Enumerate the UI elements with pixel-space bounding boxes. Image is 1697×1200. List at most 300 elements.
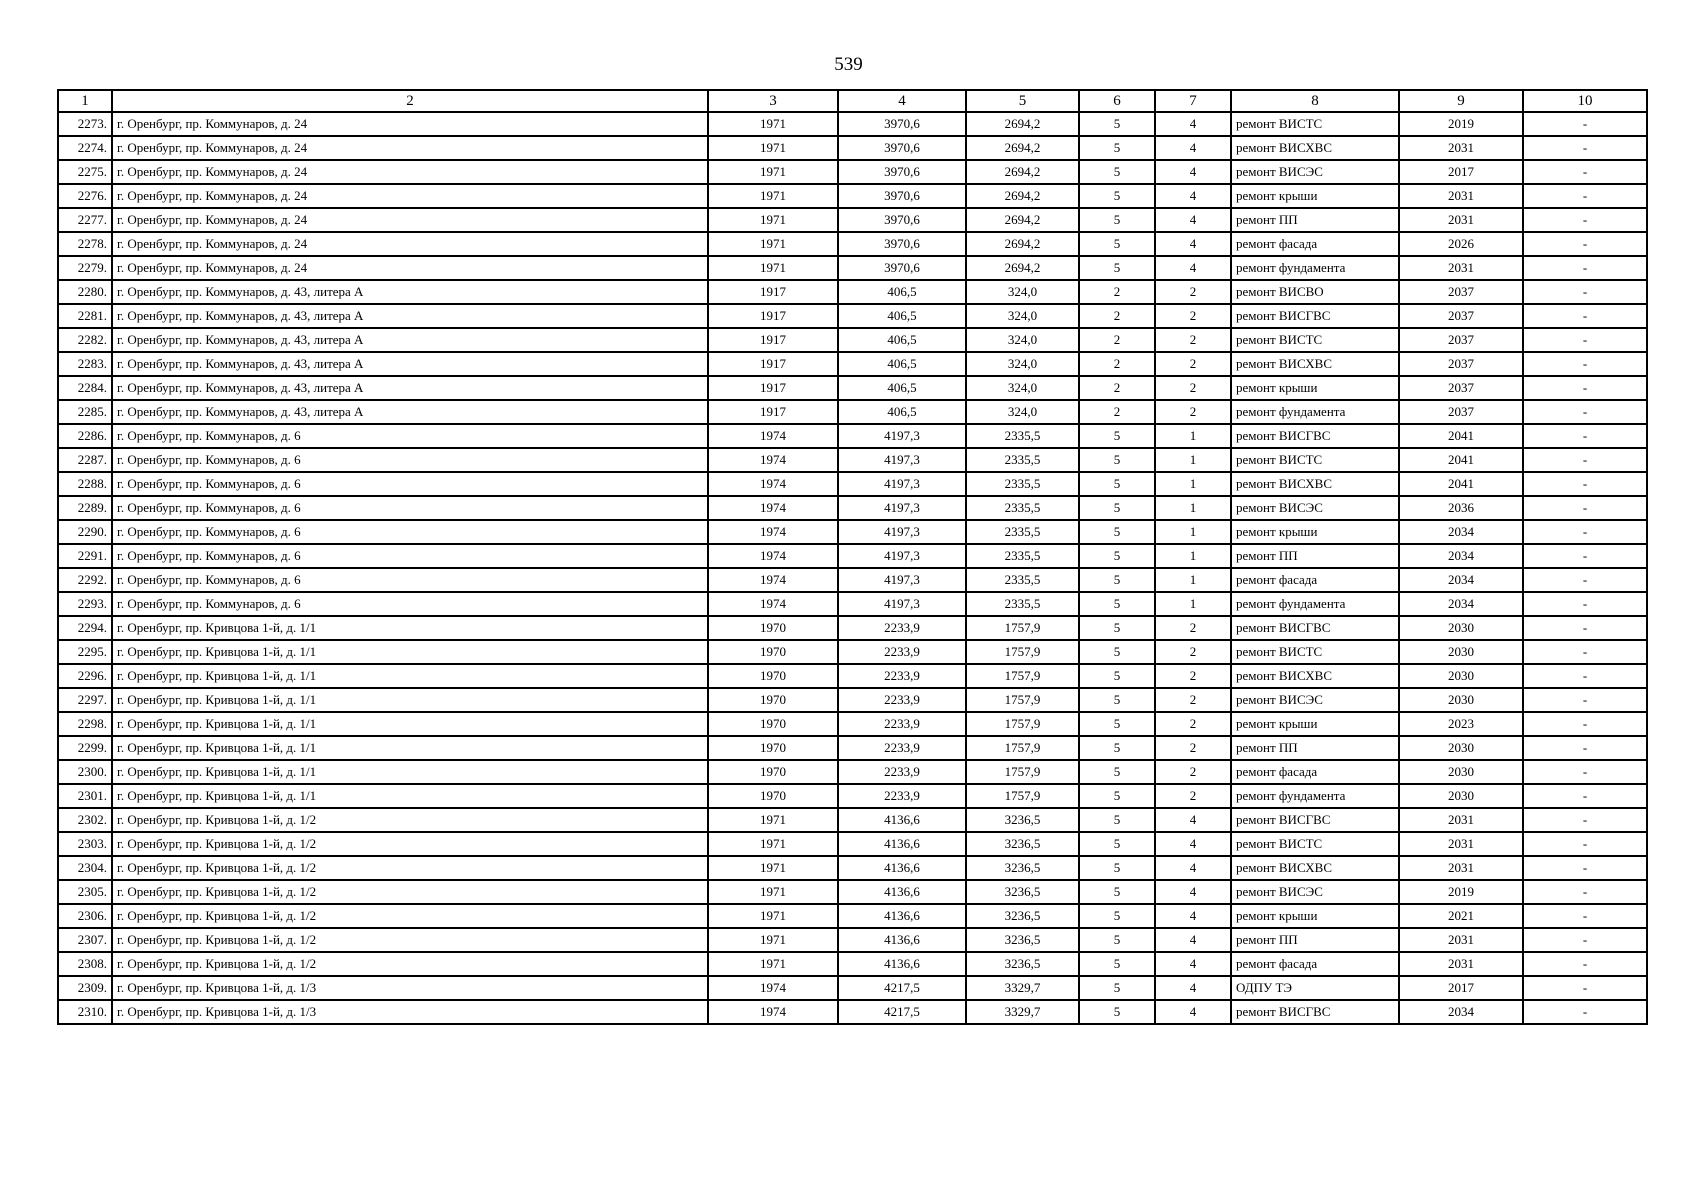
planned-year-cell: 2031: [1399, 832, 1523, 856]
address-cell: г. Оренбург, пр. Коммунаров, д. 43, литера А: [112, 280, 708, 304]
address-cell: г. Оренбург, пр. Коммунаров, д. 6: [112, 568, 708, 592]
address-cell: г. Оренбург, пр. Коммунаров, д. 43, литера А: [112, 352, 708, 376]
total-area-cell: 2233,9: [838, 712, 966, 736]
living-area-cell: 1757,9: [966, 712, 1079, 736]
table-row: [58, 424, 1647, 448]
table-row: [58, 760, 1647, 784]
note-cell: -: [1523, 736, 1647, 760]
living-area-cell: 324,0: [966, 280, 1079, 304]
table-row: [58, 376, 1647, 400]
planned-year-cell: 2037: [1399, 280, 1523, 304]
planned-year-cell: 2034: [1399, 1000, 1523, 1024]
note-cell: -: [1523, 904, 1647, 928]
work-type-cell: ремонт ВИСГВС: [1231, 304, 1399, 328]
floors-cell: 5: [1079, 904, 1155, 928]
total-area-cell: 406,5: [838, 304, 966, 328]
address-cell: г. Оренбург, пр. Коммунаров, д. 6: [112, 472, 708, 496]
total-area-cell: 4197,3: [838, 496, 966, 520]
floors-cell: 5: [1079, 856, 1155, 880]
work-type-cell: ремонт ВИСГВС: [1231, 808, 1399, 832]
address-cell: г. Оренбург, пр. Кривцова 1-й, д. 1/2: [112, 856, 708, 880]
row-number-cell: 2308.: [58, 952, 112, 976]
page-number: 539: [834, 54, 863, 75]
note-cell: -: [1523, 400, 1647, 424]
address-cell: г. Оренбург, пр. Коммунаров, д. 24: [112, 256, 708, 280]
table-row: [58, 928, 1647, 952]
living-area-cell: 3236,5: [966, 880, 1079, 904]
total-area-cell: 4197,3: [838, 544, 966, 568]
note-cell: -: [1523, 304, 1647, 328]
address-cell: г. Оренбург, пр. Кривцова 1-й, д. 1/1: [112, 712, 708, 736]
total-area-cell: 4136,6: [838, 928, 966, 952]
row-number-cell: 2289.: [58, 496, 112, 520]
floors-cell: 5: [1079, 880, 1155, 904]
construction-year-cell: 1974: [708, 544, 838, 568]
planned-year-cell: 2041: [1399, 472, 1523, 496]
floors-cell: 5: [1079, 136, 1155, 160]
work-type-cell: ремонт ВИСГВС: [1231, 1000, 1399, 1024]
living-area-cell: 324,0: [966, 328, 1079, 352]
planned-year-cell: 2030: [1399, 640, 1523, 664]
address-cell: г. Оренбург, пр. Кривцова 1-й, д. 1/2: [112, 928, 708, 952]
row-number-cell: 2296.: [58, 664, 112, 688]
construction-year-cell: 1971: [708, 856, 838, 880]
address-cell: г. Оренбург, пр. Коммунаров, д. 24: [112, 136, 708, 160]
note-cell: -: [1523, 688, 1647, 712]
floors-cell: 5: [1079, 208, 1155, 232]
entrances-cell: 2: [1155, 616, 1231, 640]
construction-year-cell: 1974: [708, 472, 838, 496]
floors-cell: 5: [1079, 808, 1155, 832]
work-type-cell: ремонт фундамента: [1231, 592, 1399, 616]
table-row: [58, 616, 1647, 640]
table-row: [58, 208, 1647, 232]
work-type-cell: ремонт крыши: [1231, 520, 1399, 544]
planned-year-cell: 2030: [1399, 736, 1523, 760]
living-area-cell: 3236,5: [966, 808, 1079, 832]
living-area-cell: 1757,9: [966, 664, 1079, 688]
note-cell: -: [1523, 928, 1647, 952]
entrances-cell: 4: [1155, 1000, 1231, 1024]
entrances-cell: 1: [1155, 472, 1231, 496]
floors-cell: 5: [1079, 568, 1155, 592]
table-row: [58, 688, 1647, 712]
work-type-cell: ремонт ВИСТС: [1231, 448, 1399, 472]
entrances-cell: 1: [1155, 544, 1231, 568]
table-row: [58, 784, 1647, 808]
header-col-2: 2: [112, 90, 708, 112]
floors-cell: 5: [1079, 688, 1155, 712]
total-area-cell: 406,5: [838, 352, 966, 376]
row-number-cell: 2281.: [58, 304, 112, 328]
note-cell: -: [1523, 544, 1647, 568]
work-type-cell: ремонт ВИСЭС: [1231, 880, 1399, 904]
note-cell: -: [1523, 568, 1647, 592]
address-cell: г. Оренбург, пр. Коммунаров, д. 43, литера А: [112, 376, 708, 400]
table-row: [58, 1000, 1647, 1024]
total-area-cell: 3970,6: [838, 112, 966, 136]
entrances-cell: 2: [1155, 664, 1231, 688]
table-row: [58, 808, 1647, 832]
construction-year-cell: 1917: [708, 328, 838, 352]
floors-cell: 5: [1079, 544, 1155, 568]
work-type-cell: ремонт фундамента: [1231, 256, 1399, 280]
work-type-cell: ремонт ПП: [1231, 928, 1399, 952]
total-area-cell: 4136,6: [838, 880, 966, 904]
table-row: [58, 952, 1647, 976]
planned-year-cell: 2036: [1399, 496, 1523, 520]
row-number-cell: 2284.: [58, 376, 112, 400]
living-area-cell: 3329,7: [966, 1000, 1079, 1024]
floors-cell: 5: [1079, 232, 1155, 256]
table-row: [58, 736, 1647, 760]
floors-cell: 5: [1079, 472, 1155, 496]
table-row: [58, 856, 1647, 880]
work-type-cell: ремонт ВИСХВС: [1231, 472, 1399, 496]
work-type-cell: ремонт ВИСХВС: [1231, 664, 1399, 688]
entrances-cell: 1: [1155, 568, 1231, 592]
total-area-cell: 2233,9: [838, 664, 966, 688]
address-cell: г. Оренбург, пр. Коммунаров, д. 24: [112, 184, 708, 208]
note-cell: -: [1523, 1000, 1647, 1024]
floors-cell: 2: [1079, 352, 1155, 376]
living-area-cell: 2694,2: [966, 232, 1079, 256]
address-cell: г. Оренбург, пр. Кривцова 1-й, д. 1/2: [112, 904, 708, 928]
note-cell: -: [1523, 376, 1647, 400]
address-cell: г. Оренбург, пр. Кривцова 1-й, д. 1/1: [112, 736, 708, 760]
construction-year-cell: 1974: [708, 448, 838, 472]
note-cell: -: [1523, 808, 1647, 832]
entrances-cell: 2: [1155, 400, 1231, 424]
floors-cell: 5: [1079, 664, 1155, 688]
work-type-cell: ремонт крыши: [1231, 184, 1399, 208]
living-area-cell: 2335,5: [966, 520, 1079, 544]
construction-year-cell: 1971: [708, 184, 838, 208]
planned-year-cell: 2034: [1399, 592, 1523, 616]
construction-year-cell: 1970: [708, 712, 838, 736]
work-type-cell: ремонт ВИСГВС: [1231, 424, 1399, 448]
entrances-cell: 4: [1155, 160, 1231, 184]
living-area-cell: 2694,2: [966, 184, 1079, 208]
floors-cell: 5: [1079, 184, 1155, 208]
table-row: [58, 472, 1647, 496]
planned-year-cell: 2017: [1399, 976, 1523, 1000]
table-row: [58, 880, 1647, 904]
construction-year-cell: 1917: [708, 376, 838, 400]
note-cell: -: [1523, 832, 1647, 856]
floors-cell: 5: [1079, 256, 1155, 280]
total-area-cell: 4197,3: [838, 448, 966, 472]
work-type-cell: ремонт ВИСХВС: [1231, 136, 1399, 160]
row-number-cell: 2292.: [58, 568, 112, 592]
planned-year-cell: 2037: [1399, 304, 1523, 328]
work-type-cell: ремонт фундамента: [1231, 784, 1399, 808]
row-number-cell: 2309.: [58, 976, 112, 1000]
total-area-cell: 4136,6: [838, 808, 966, 832]
note-cell: -: [1523, 976, 1647, 1000]
work-type-cell: ремонт фасада: [1231, 760, 1399, 784]
entrances-cell: 2: [1155, 688, 1231, 712]
living-area-cell: 2694,2: [966, 136, 1079, 160]
entrances-cell: 2: [1155, 784, 1231, 808]
header-col-5: 5: [966, 90, 1079, 112]
work-type-cell: ремонт ВИСТС: [1231, 832, 1399, 856]
work-type-cell: ремонт ВИСТС: [1231, 640, 1399, 664]
entrances-cell: 4: [1155, 928, 1231, 952]
work-type-cell: ремонт ВИСЭС: [1231, 496, 1399, 520]
floors-cell: 5: [1079, 616, 1155, 640]
floors-cell: 2: [1079, 400, 1155, 424]
row-number-cell: 2273.: [58, 112, 112, 136]
entrances-cell: 2: [1155, 280, 1231, 304]
work-type-cell: ремонт ПП: [1231, 208, 1399, 232]
living-area-cell: 2335,5: [966, 592, 1079, 616]
living-area-cell: 1757,9: [966, 640, 1079, 664]
total-area-cell: 4136,6: [838, 832, 966, 856]
row-number-cell: 2295.: [58, 640, 112, 664]
entrances-cell: 4: [1155, 880, 1231, 904]
note-cell: -: [1523, 760, 1647, 784]
floors-cell: 5: [1079, 448, 1155, 472]
floors-cell: 5: [1079, 424, 1155, 448]
work-type-cell: ремонт крыши: [1231, 904, 1399, 928]
living-area-cell: 2694,2: [966, 256, 1079, 280]
address-cell: г. Оренбург, пр. Коммунаров, д. 24: [112, 232, 708, 256]
total-area-cell: 2233,9: [838, 784, 966, 808]
table-row: [58, 328, 1647, 352]
entrances-cell: 2: [1155, 760, 1231, 784]
table-row: [58, 640, 1647, 664]
entrances-cell: 1: [1155, 592, 1231, 616]
floors-cell: 5: [1079, 928, 1155, 952]
table-row: [58, 592, 1647, 616]
table-header: [58, 90, 1647, 112]
note-cell: -: [1523, 520, 1647, 544]
work-type-cell: ремонт ПП: [1231, 736, 1399, 760]
planned-year-cell: 2041: [1399, 424, 1523, 448]
total-area-cell: 2233,9: [838, 688, 966, 712]
total-area-cell: 4217,5: [838, 976, 966, 1000]
living-area-cell: 3236,5: [966, 832, 1079, 856]
living-area-cell: 2694,2: [966, 160, 1079, 184]
entrances-cell: 2: [1155, 352, 1231, 376]
planned-year-cell: 2034: [1399, 520, 1523, 544]
work-type-cell: ремонт ВИСХВС: [1231, 352, 1399, 376]
entrances-cell: 4: [1155, 208, 1231, 232]
total-area-cell: 3970,6: [838, 136, 966, 160]
note-cell: -: [1523, 616, 1647, 640]
total-area-cell: 2233,9: [838, 640, 966, 664]
address-cell: г. Оренбург, пр. Коммунаров, д. 24: [112, 112, 708, 136]
construction-year-cell: 1971: [708, 832, 838, 856]
entrances-cell: 4: [1155, 952, 1231, 976]
row-number-cell: 2290.: [58, 520, 112, 544]
construction-year-cell: 1970: [708, 784, 838, 808]
row-number-cell: 2301.: [58, 784, 112, 808]
planned-year-cell: 2031: [1399, 256, 1523, 280]
entrances-cell: 4: [1155, 232, 1231, 256]
living-area-cell: 1757,9: [966, 688, 1079, 712]
floors-cell: 5: [1079, 112, 1155, 136]
construction-year-cell: 1974: [708, 1000, 838, 1024]
address-cell: г. Оренбург, пр. Коммунаров, д. 43, литера А: [112, 328, 708, 352]
entrances-cell: 4: [1155, 112, 1231, 136]
planned-year-cell: 2031: [1399, 928, 1523, 952]
address-cell: г. Оренбург, пр. Коммунаров, д. 43, литера А: [112, 400, 708, 424]
planned-year-cell: 2030: [1399, 784, 1523, 808]
living-area-cell: 1757,9: [966, 616, 1079, 640]
table-row: [58, 520, 1647, 544]
construction-year-cell: 1971: [708, 256, 838, 280]
row-number-cell: 2294.: [58, 616, 112, 640]
living-area-cell: 324,0: [966, 304, 1079, 328]
construction-year-cell: 1970: [708, 616, 838, 640]
table-row: [58, 976, 1647, 1000]
address-cell: г. Оренбург, пр. Коммунаров, д. 43, литера А: [112, 304, 708, 328]
construction-year-cell: 1971: [708, 928, 838, 952]
planned-year-cell: 2026: [1399, 232, 1523, 256]
note-cell: -: [1523, 232, 1647, 256]
floors-cell: 5: [1079, 592, 1155, 616]
floors-cell: 5: [1079, 952, 1155, 976]
table-row: [58, 136, 1647, 160]
total-area-cell: 2233,9: [838, 616, 966, 640]
row-number-cell: 2293.: [58, 592, 112, 616]
table-row: [58, 544, 1647, 568]
table-row: [58, 712, 1647, 736]
address-cell: г. Оренбург, пр. Кривцова 1-й, д. 1/2: [112, 880, 708, 904]
living-area-cell: 3236,5: [966, 928, 1079, 952]
total-area-cell: 4197,3: [838, 568, 966, 592]
note-cell: -: [1523, 592, 1647, 616]
note-cell: -: [1523, 280, 1647, 304]
total-area-cell: 4217,5: [838, 1000, 966, 1024]
construction-year-cell: 1917: [708, 400, 838, 424]
entrances-cell: 2: [1155, 712, 1231, 736]
table-row: [58, 448, 1647, 472]
row-number-cell: 2282.: [58, 328, 112, 352]
planned-year-cell: 2034: [1399, 544, 1523, 568]
address-cell: г. Оренбург, пр. Коммунаров, д. 6: [112, 424, 708, 448]
address-cell: г. Оренбург, пр. Кривцова 1-й, д. 1/1: [112, 616, 708, 640]
entrances-cell: 1: [1155, 448, 1231, 472]
living-area-cell: 2335,5: [966, 568, 1079, 592]
construction-year-cell: 1974: [708, 976, 838, 1000]
total-area-cell: 2233,9: [838, 760, 966, 784]
entrances-cell: 2: [1155, 736, 1231, 760]
floors-cell: 5: [1079, 520, 1155, 544]
note-cell: -: [1523, 856, 1647, 880]
entrances-cell: 4: [1155, 904, 1231, 928]
row-number-cell: 2274.: [58, 136, 112, 160]
repair-schedule-table: [57, 89, 1648, 1025]
work-type-cell: ремонт ВИСГВС: [1231, 616, 1399, 640]
construction-year-cell: 1971: [708, 160, 838, 184]
living-area-cell: 3236,5: [966, 904, 1079, 928]
address-cell: г. Оренбург, пр. Кривцова 1-й, д. 1/2: [112, 952, 708, 976]
table-row: [58, 352, 1647, 376]
planned-year-cell: 2034: [1399, 568, 1523, 592]
header-col-8: 8: [1231, 90, 1399, 112]
living-area-cell: 2335,5: [966, 472, 1079, 496]
address-cell: г. Оренбург, пр. Коммунаров, д. 6: [112, 520, 708, 544]
row-number-cell: 2286.: [58, 424, 112, 448]
table-row: [58, 568, 1647, 592]
construction-year-cell: 1971: [708, 208, 838, 232]
table-row: [58, 280, 1647, 304]
table-row: [58, 160, 1647, 184]
address-cell: г. Оренбург, пр. Коммунаров, д. 6: [112, 544, 708, 568]
living-area-cell: 2694,2: [966, 208, 1079, 232]
living-area-cell: 3236,5: [966, 856, 1079, 880]
total-area-cell: 3970,6: [838, 184, 966, 208]
table-row: [58, 232, 1647, 256]
entrances-cell: 2: [1155, 376, 1231, 400]
floors-cell: 5: [1079, 496, 1155, 520]
address-cell: г. Оренбург, пр. Коммунаров, д. 6: [112, 448, 708, 472]
header-col-9: 9: [1399, 90, 1523, 112]
construction-year-cell: 1970: [708, 664, 838, 688]
total-area-cell: 3970,6: [838, 160, 966, 184]
construction-year-cell: 1971: [708, 232, 838, 256]
planned-year-cell: 2030: [1399, 760, 1523, 784]
row-number-cell: 2275.: [58, 160, 112, 184]
address-cell: г. Оренбург, пр. Кривцова 1-й, д. 1/3: [112, 976, 708, 1000]
address-cell: г. Оренбург, пр. Коммунаров, д. 6: [112, 592, 708, 616]
floors-cell: 5: [1079, 760, 1155, 784]
floors-cell: 5: [1079, 640, 1155, 664]
floors-cell: 2: [1079, 304, 1155, 328]
planned-year-cell: 2041: [1399, 448, 1523, 472]
total-area-cell: 4136,6: [838, 856, 966, 880]
floors-cell: 2: [1079, 376, 1155, 400]
work-type-cell: ремонт фундамента: [1231, 400, 1399, 424]
entrances-cell: 4: [1155, 184, 1231, 208]
work-type-cell: ремонт фасада: [1231, 232, 1399, 256]
note-cell: -: [1523, 136, 1647, 160]
entrances-cell: 1: [1155, 424, 1231, 448]
construction-year-cell: 1970: [708, 640, 838, 664]
row-number-cell: 2283.: [58, 352, 112, 376]
note-cell: -: [1523, 448, 1647, 472]
construction-year-cell: 1971: [708, 904, 838, 928]
entrances-cell: 4: [1155, 808, 1231, 832]
floors-cell: 5: [1079, 736, 1155, 760]
note-cell: -: [1523, 328, 1647, 352]
construction-year-cell: 1971: [708, 952, 838, 976]
total-area-cell: 4197,3: [838, 424, 966, 448]
header-col-1: 1: [58, 90, 112, 112]
note-cell: -: [1523, 184, 1647, 208]
row-number-cell: 2298.: [58, 712, 112, 736]
entrances-cell: 2: [1155, 328, 1231, 352]
construction-year-cell: 1974: [708, 424, 838, 448]
table-row: [58, 496, 1647, 520]
row-number-cell: 2277.: [58, 208, 112, 232]
row-number-cell: 2304.: [58, 856, 112, 880]
planned-year-cell: 2023: [1399, 712, 1523, 736]
row-number-cell: 2305.: [58, 880, 112, 904]
address-cell: г. Оренбург, пр. Кривцова 1-й, д. 1/2: [112, 808, 708, 832]
total-area-cell: 406,5: [838, 400, 966, 424]
note-cell: -: [1523, 712, 1647, 736]
work-type-cell: ОДПУ ТЭ: [1231, 976, 1399, 1000]
floors-cell: 5: [1079, 784, 1155, 808]
construction-year-cell: 1974: [708, 568, 838, 592]
planned-year-cell: 2030: [1399, 664, 1523, 688]
address-cell: г. Оренбург, пр. Кривцова 1-й, д. 1/1: [112, 688, 708, 712]
note-cell: -: [1523, 880, 1647, 904]
